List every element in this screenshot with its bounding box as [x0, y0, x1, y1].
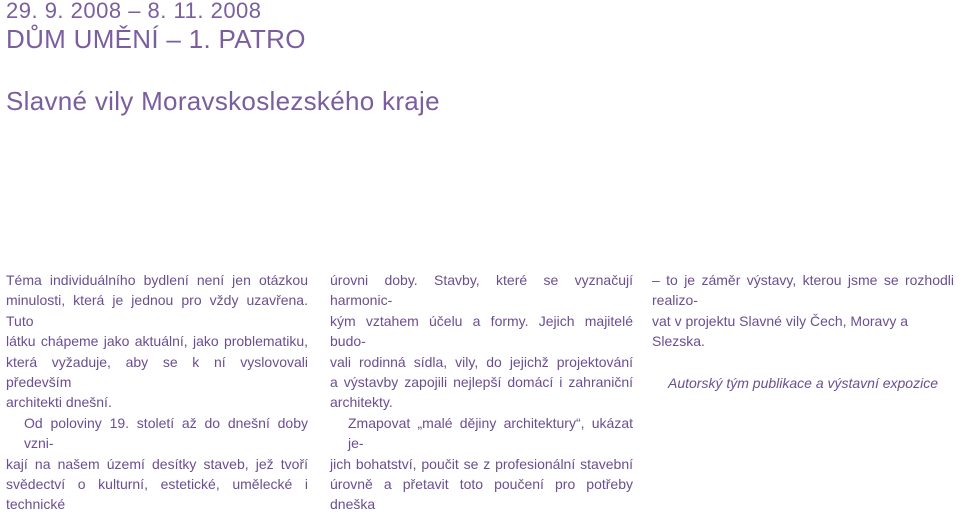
text-line: a výstavby zapojili nejlepší domácí i zahraniční: [330, 374, 633, 391]
text-line: úrovně a přetavit toto poučení pro potřeby dneška: [330, 476, 633, 513]
text-line: kají na našem území desítky staveb, jež tvoří: [6, 455, 308, 472]
text-line: látku chápeme jako aktuální, jako problematiku,: [6, 333, 308, 350]
text-line: vat v projektu Slavné vily Čech, Moravy a Slezska.: [652, 312, 908, 350]
text-line: architekti dnešní.: [6, 394, 112, 411]
text-column-2: [330, 270, 633, 515]
text-column-1: [6, 270, 308, 515]
author-credit: Autorský tým publikace a výstavní expozice: [667, 374, 938, 391]
exhibition-title: Slavné vily Moravskoslezského kraje: [6, 86, 440, 116]
text-line: vali rodinná sídla, vily, do jejichž projektování: [330, 353, 633, 370]
text-line: Téma individuálního bydlení není jen otázkou: [6, 272, 308, 288]
text-line: architekty.: [330, 394, 393, 411]
text-line: úrovni doby. Stavby, které se vyznačují harmonic-: [330, 272, 633, 309]
exhibition-dates: 29. 9. 2008 – 8. 11. 2008: [6, 0, 262, 23]
text-column-3: [652, 270, 954, 393]
text-line: jich bohatství, poučit se z profesionální stavební: [330, 455, 633, 472]
text-line: svědectví o kulturní, estetické, umělecké i technické: [6, 476, 308, 513]
text-line: Zmapovat „malé dějiny architektury“, ukázat je-: [348, 414, 633, 452]
text-line: Od poloviny 19. století až do dnešní doby vzni-: [24, 414, 308, 452]
text-line: kým vztahem účelu a formy. Jejich majitelé budo-: [330, 312, 633, 350]
exhibition-venue: DŮM UMĚNÍ – 1. PATRO: [6, 24, 306, 54]
text-line: – to je záměr výstavy, kterou jsme se rozhodli realizo-: [652, 272, 954, 309]
text-line: minulosti, která je jednou pro vždy uzavřena. Tuto: [6, 292, 308, 329]
text-line: která vyžaduje, aby se k ní vyslovovali především: [6, 353, 308, 391]
